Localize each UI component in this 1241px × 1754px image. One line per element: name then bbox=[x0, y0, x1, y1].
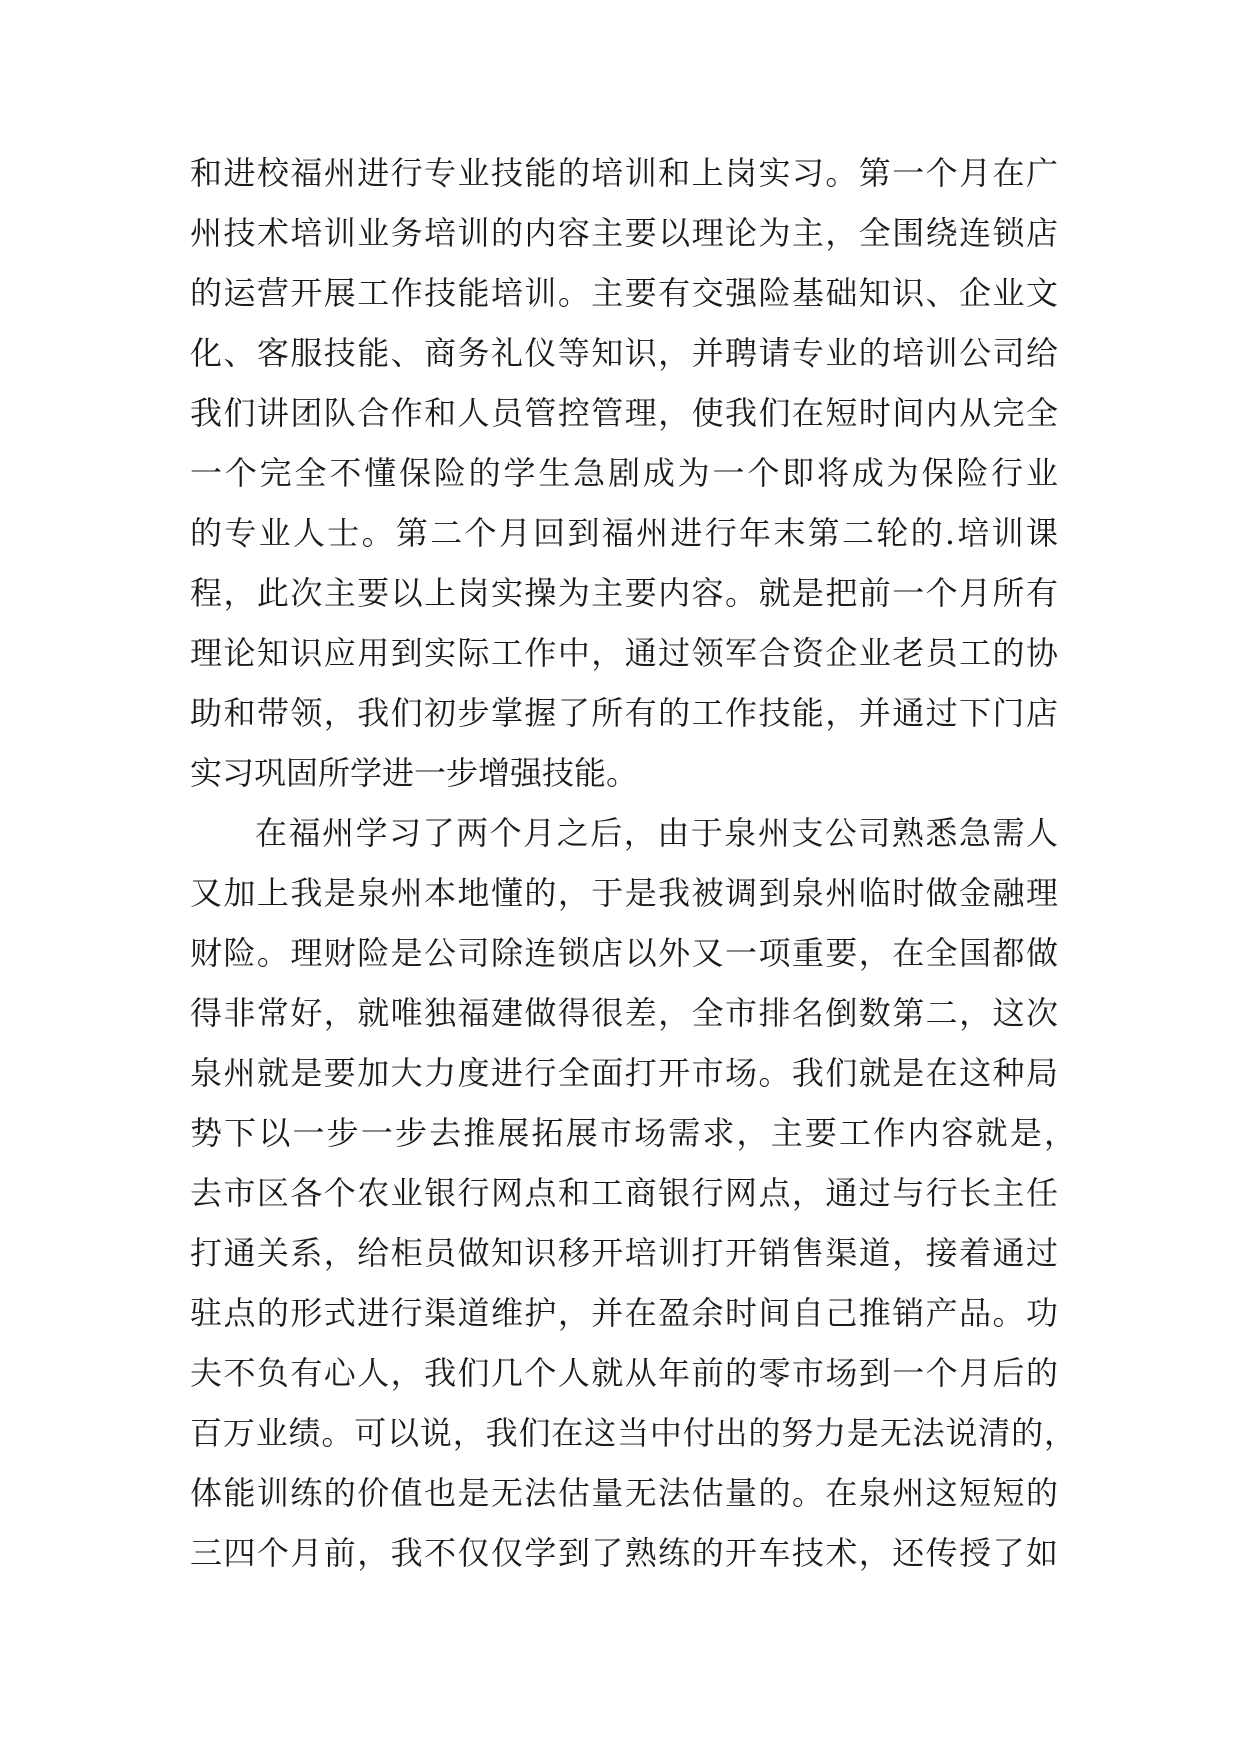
text-line: 三四个月前，我不仅仅学到了熟练的开车技术，还传授了如 bbox=[190, 1534, 1058, 1572]
text-line: 州技术培训业务培训的内容主要以理论为主，全围绕连锁店 bbox=[190, 214, 1058, 252]
text-line: 的运营开展工作技能培训。主要有交强险基础知识、企业文 bbox=[190, 274, 1058, 312]
text-line: 百万业绩。可以说，我们在这当中付出的努力是无法说清的， bbox=[190, 1414, 1076, 1452]
paragraph-first-line: 在福州学习了两个月之后，由于泉州支公司熟悉急需人 bbox=[255, 814, 1058, 852]
text-line: 打通关系，给柜员做知识移开培训打开销售渠道，接着通过 bbox=[190, 1234, 1058, 1272]
text-line: 财险。理财险是公司除连锁店以外又一项重要，在全国都做 bbox=[190, 934, 1058, 972]
text-line: 化、客服技能、商务礼仪等知识，并聘请专业的培训公司给 bbox=[190, 334, 1058, 372]
text-line: 体能训练的价值也是无法估量无法估量的。在泉州这短短的 bbox=[190, 1474, 1058, 1512]
text-line: 的专业人士。第二个月回到福州进行年末第二轮的.培训课 bbox=[190, 514, 1058, 552]
text-line: 一个完全不懂保险的学生急剧成为一个即将成为保险行业 bbox=[190, 454, 1058, 492]
text-line: 得非常好，就唯独福建做得很差，全市排名倒数第二，这次 bbox=[190, 994, 1058, 1032]
text-line: 和进校福州进行专业技能的培训和上岗实习。第一个月在广 bbox=[190, 154, 1058, 192]
text-line: 驻点的形式进行渠道维护，并在盈余时间自己推销产品。功 bbox=[190, 1294, 1058, 1332]
text-line: 泉州就是要加大力度进行全面打开市场。我们就是在这种局 bbox=[190, 1054, 1058, 1092]
text-line: 势下以一步一步去推展拓展市场需求，主要工作内容就是， bbox=[190, 1114, 1076, 1152]
text-line: 我们讲团队合作和人员管控管理，使我们在短时间内从完全 bbox=[190, 394, 1058, 432]
text-line: 去市区各个农业银行网点和工商银行网点，通过与行长主任 bbox=[190, 1174, 1058, 1212]
text-line: 助和带领，我们初步掌握了所有的工作技能，并通过下门店 bbox=[190, 694, 1058, 732]
document-body bbox=[190, 143, 1076, 1583]
text-line: 理论知识应用到实际工作中，通过领军合资企业老员工的协 bbox=[190, 634, 1058, 672]
text-line: 夫不负有心人，我们几个人就从年前的零市场到一个月后的 bbox=[190, 1354, 1058, 1392]
paragraph-end-line: 实习巩固所学进一步增强技能。 bbox=[190, 754, 639, 792]
text-line: 又加上我是泉州本地懂的，于是我被调到泉州临时做金融理 bbox=[190, 874, 1058, 912]
text-line: 程，此次主要以上岗实操为主要内容。就是把前一个月所有 bbox=[190, 574, 1058, 612]
